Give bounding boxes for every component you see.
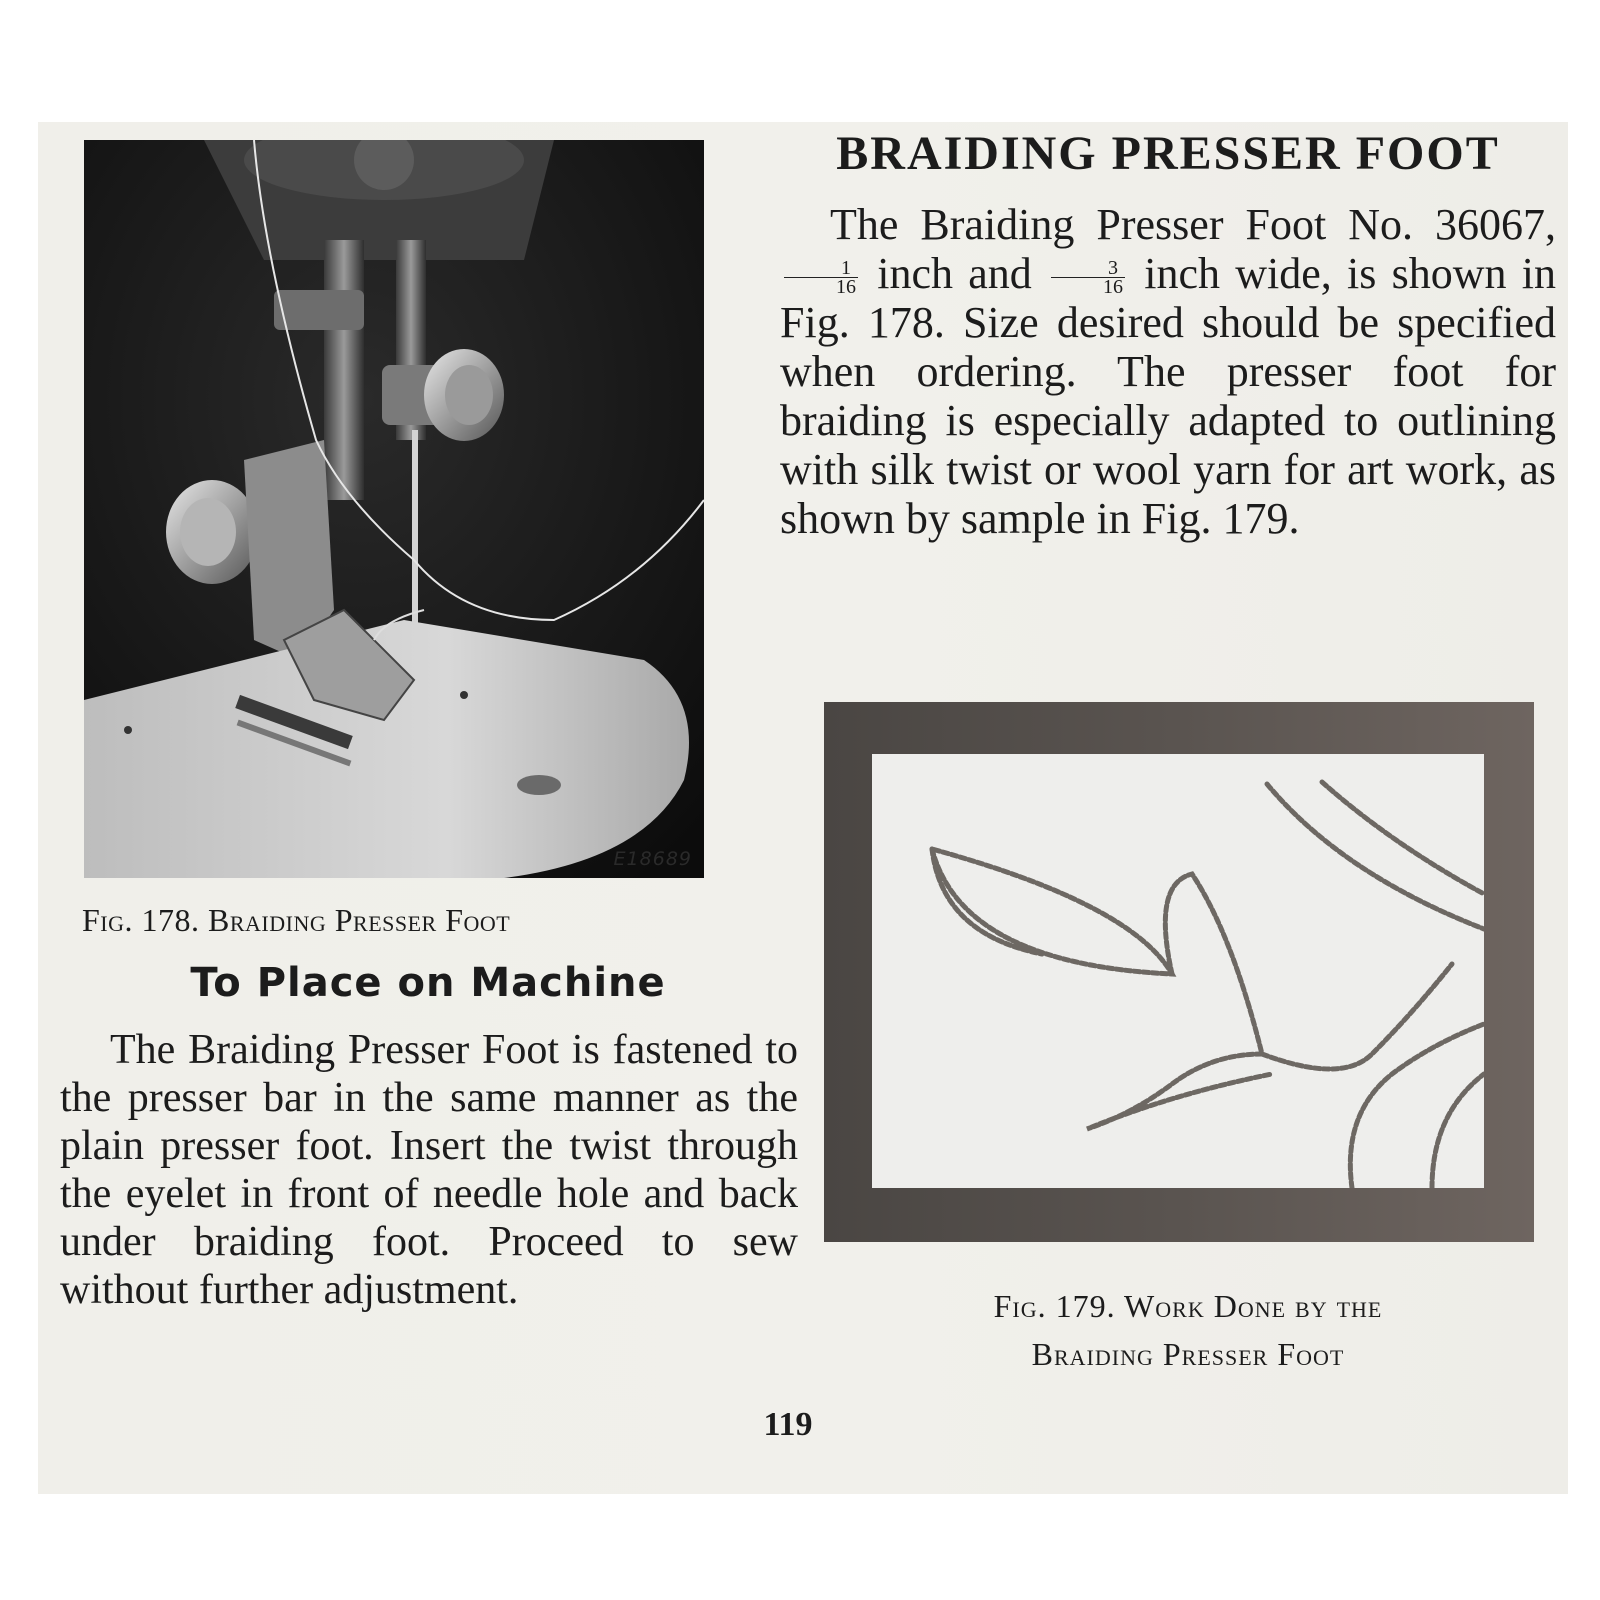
braid-work-illustration xyxy=(872,754,1484,1188)
right-paragraph-text xyxy=(780,200,1556,543)
figure-178-caption: Fig. 178. Braiding Presser Foot xyxy=(82,902,511,938)
figure-179-frame xyxy=(824,702,1534,1242)
fraction-numerator: 1 xyxy=(784,259,858,278)
fraction-denominator: 16 xyxy=(836,276,856,299)
left-paragraph xyxy=(60,1026,798,1314)
page-number: 119 xyxy=(763,1406,813,1443)
figure-179-sample xyxy=(872,754,1484,1188)
right-paragraph xyxy=(780,200,1556,543)
right-text-part-1: The Braiding Presser Foot No. 36067, xyxy=(830,200,1556,249)
fraction-three-sixteenths xyxy=(1051,257,1125,299)
section-subheading: To Place on Machine xyxy=(190,960,666,1006)
right-text-part-2: inch and xyxy=(877,249,1032,298)
figure-code: E18689 xyxy=(613,848,692,870)
fraction-denominator: 16 xyxy=(1103,276,1124,299)
sewing-machine-illustration xyxy=(84,140,704,878)
left-paragraph-text: The Braiding Presser Foot is fastened to the presser bar in the same manner as the plain presser foot. Insert the twist through the eyelet in front of needle hole and back under braiding foot. Proceed to sew without further adjustment. xyxy=(60,1027,798,1313)
caption-line-2: Braiding Presser Foot xyxy=(1031,1336,1345,1372)
fraction-one-sixteenth xyxy=(784,257,858,299)
page-heading: BRAIDING PRESSER FOOT xyxy=(836,127,1500,180)
figure-178-photo xyxy=(84,140,704,878)
right-text-part-3: inch wide, is shown in Fig. 178. Size desired should be specified when ordering. The presser foot for braiding is especially adapted to outlining with silk twist or wool yarn for art work, as shown by sample in Fig. 179. xyxy=(780,249,1557,543)
fraction-numerator: 3 xyxy=(1051,259,1125,278)
book-page xyxy=(38,122,1568,1494)
caption-line-1: Fig. 179. Work Done by the xyxy=(993,1288,1383,1324)
figure-179-caption xyxy=(858,1282,1518,1378)
